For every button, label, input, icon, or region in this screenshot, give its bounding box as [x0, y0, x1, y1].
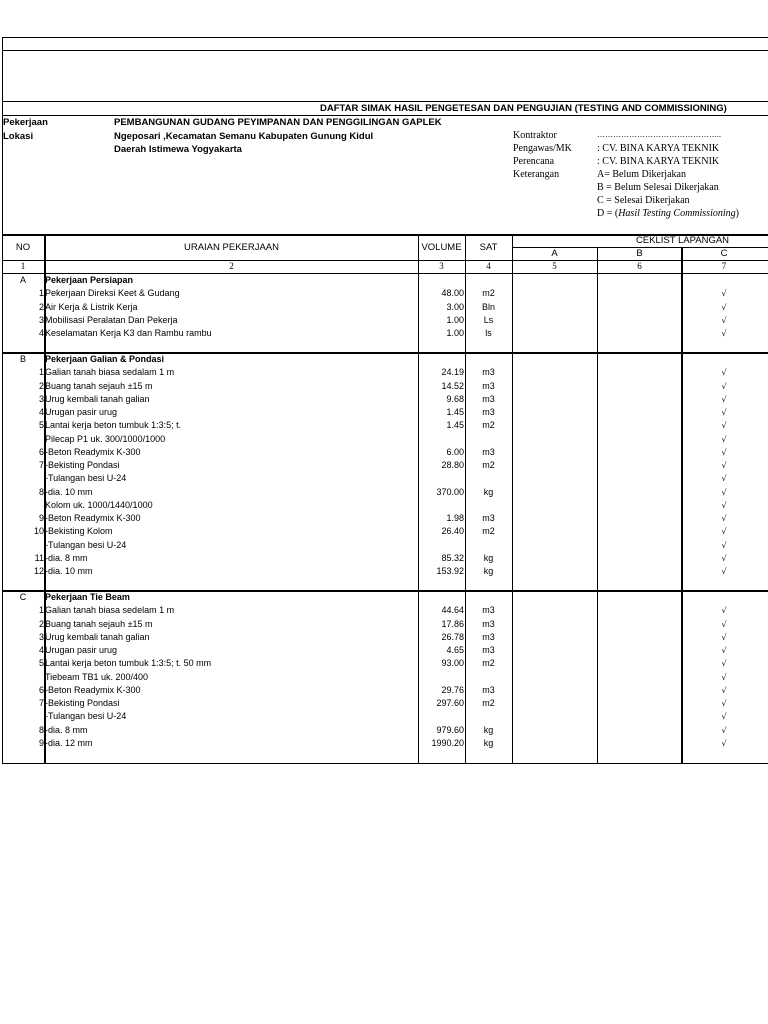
frame-second-line	[2, 50, 768, 51]
row-description: -Beton Readymix K-300	[45, 513, 141, 523]
row-unit: m2	[482, 288, 495, 299]
table-row	[0, 472, 768, 485]
row-check-c: √	[721, 421, 727, 431]
table-row	[0, 737, 768, 750]
section-header-row	[0, 353, 768, 366]
row-description: Pilecap P1 uk. 300/1000/1000	[45, 433, 166, 444]
row-description: Urugan pasir urug	[45, 407, 118, 417]
header-no: NO	[15, 242, 31, 253]
row-description: -Beton Readymix K-300	[45, 684, 141, 695]
row-description: -Bekisting Pondasi	[45, 698, 120, 708]
section-code: A	[19, 275, 26, 285]
row-number: 3	[38, 314, 44, 325]
table-row	[0, 512, 768, 525]
row-check-c: √	[721, 487, 727, 497]
perencana-label: Perencana	[513, 156, 555, 167]
row-number: 6	[38, 446, 44, 457]
row-number: 3	[38, 631, 44, 642]
row-number: 6	[38, 684, 44, 695]
row-volume: 1.45	[446, 420, 464, 431]
row-volume: 24.19	[441, 367, 464, 378]
row-number: 9	[38, 737, 44, 748]
row-check-c: √	[721, 329, 727, 338]
colnum-3: 3	[439, 261, 444, 271]
pekerjaan-value: PEMBANGUNAN GUDANG PEYIMPANAN DAN PENGGILINGAN GAPLEK	[114, 117, 442, 128]
row-unit: kg	[483, 724, 494, 735]
row-unit: m3	[482, 645, 495, 655]
row-unit: m3	[482, 380, 495, 391]
row-check-c: √	[721, 685, 727, 695]
table-row	[0, 314, 768, 327]
section-title: Pekerjaan Galian & Pondasi	[45, 354, 165, 364]
row-volume: 6.00	[446, 446, 464, 457]
row-check-c: √	[721, 500, 727, 510]
header-ceklist: CEKLIST LAPANGAN	[635, 235, 730, 246]
table-row	[0, 486, 768, 499]
table-row	[0, 366, 768, 379]
row-unit: m2	[482, 420, 495, 431]
row-number: 9	[38, 513, 44, 523]
perencana-value: : CV. BINA KARYA TEKNIK	[597, 156, 720, 167]
row-check-c: √	[721, 394, 727, 404]
lokasi-line-1: Ngeposari ,Kecamatan Semanu Kabupaten Gunung Kidul	[114, 131, 374, 142]
table-row	[0, 419, 768, 432]
row-number: 11	[34, 552, 44, 563]
row-description: Kolom uk. 1000/1440/1000	[45, 499, 153, 510]
row-volume: 1990.20	[431, 737, 464, 748]
row-number: 1	[38, 367, 44, 378]
table-row	[0, 724, 768, 737]
header-col-b: B	[636, 248, 643, 259]
header-volume: VOLUME	[421, 242, 462, 253]
row-unit: kg	[483, 566, 494, 576]
table-row	[0, 433, 768, 446]
table-row	[0, 618, 768, 631]
table-row	[0, 539, 768, 552]
row-unit: ls	[485, 328, 492, 338]
kontraktor-label: Kontraktor	[513, 130, 557, 141]
row-number: 7	[38, 460, 44, 470]
table-row	[0, 631, 768, 644]
table-row	[0, 697, 768, 710]
row-description: -dia. 8 mm	[45, 552, 88, 563]
table-row	[0, 657, 768, 670]
row-description: Urug kembali tanah galian	[45, 393, 150, 404]
row-unit: m3	[482, 618, 495, 629]
row-number: 1	[38, 288, 44, 299]
row-number: 4	[38, 407, 44, 417]
legend-a: A= Belum Dikerjakan	[597, 169, 686, 180]
table-row	[0, 393, 768, 406]
row-volume: 370.00	[436, 486, 464, 497]
header-col-a: A	[551, 248, 558, 259]
row-check-c: √	[721, 619, 727, 629]
table-row	[0, 446, 768, 459]
row-volume: 4.65	[446, 645, 464, 655]
row-description: Lantai kerja beton tumbuk 1:3:5; t.	[45, 420, 182, 431]
table-row	[0, 301, 768, 314]
row-check-c: √	[721, 659, 727, 669]
row-description: -dia. 10 mm	[45, 486, 93, 497]
row-volume: 1.98	[446, 513, 464, 523]
section-title: Pekerjaan Tie Beam	[45, 592, 130, 602]
row-volume: 48.00	[441, 288, 464, 299]
colnum-7: 7	[721, 261, 727, 271]
row-number: 8	[38, 486, 44, 497]
row-volume: 3.00	[446, 301, 464, 312]
row-volume: 1.45	[446, 407, 464, 417]
row-check-c: √	[721, 514, 727, 523]
row-check-c: √	[721, 646, 727, 655]
row-volume: 28.80	[441, 460, 464, 470]
row-unit: m3	[482, 367, 495, 378]
legend-c: C = Selesai Dikerjakan	[597, 195, 690, 206]
table-row	[0, 644, 768, 657]
document-title: DAFTAR SIMAK HASIL PENGETESAN DAN PENGUJIAN (TESTING AND COMMISSIONING)	[320, 103, 727, 114]
row-check-c: √	[721, 712, 727, 722]
row-unit: Bln	[481, 301, 495, 312]
row-description: Mobilisasi Peralatan Dan Pekerja	[45, 314, 178, 325]
row-description: Buang tanah sejauh ±15 m	[45, 380, 153, 391]
row-description: Keselamatan Kerja K3 dan Rambu rambu	[45, 328, 212, 338]
row-number: 3	[38, 393, 44, 404]
row-unit: m3	[482, 407, 495, 417]
row-description: Urug kembali tanah galian	[45, 631, 150, 642]
row-description: Tiebeam TB1 uk. 200/400	[45, 671, 149, 682]
table-row	[0, 459, 768, 472]
row-check-c: √	[721, 725, 727, 735]
row-check-c: √	[721, 527, 727, 537]
title-top-line	[2, 101, 768, 102]
row-number: 7	[38, 698, 44, 708]
row-unit: m2	[482, 698, 495, 708]
row-volume: 85.32	[441, 552, 464, 563]
table-row	[0, 684, 768, 697]
row-check-c: √	[721, 672, 727, 682]
keterangan-label: Keterangan	[513, 169, 560, 180]
row-volume: 153.92	[436, 566, 464, 576]
colnum-1: 1	[20, 261, 26, 271]
row-volume: 979.60	[436, 724, 464, 735]
row-volume: 9.68	[446, 393, 464, 404]
row-number: 2	[38, 618, 44, 629]
pengawas-label: Pengawas/MK	[513, 143, 572, 154]
row-check-c: √	[721, 434, 727, 444]
row-check-c: √	[721, 606, 727, 616]
row-volume: 44.64	[441, 605, 464, 616]
table-row	[0, 406, 768, 419]
row-description: Lantai kerja beton tumbuk 1:3:5; t. 50 mm	[45, 658, 212, 669]
row-unit: m3	[482, 605, 495, 616]
row-unit: kg	[483, 486, 494, 497]
table-row	[0, 710, 768, 723]
row-description: Galian tanah biasa sedelam 1 m	[45, 605, 175, 616]
row-check-c: √	[721, 553, 727, 563]
row-unit: kg	[483, 552, 494, 563]
colnum-5: 5	[552, 261, 557, 271]
table-row	[0, 380, 768, 393]
row-description: -Tulangan besi U-24	[45, 473, 127, 484]
title-bottom-line	[2, 115, 768, 116]
row-unit: m3	[482, 393, 495, 404]
section-title: Pekerjaan Persiapan	[45, 275, 134, 285]
row-unit: m3	[482, 684, 495, 695]
row-unit: Ls	[483, 314, 494, 325]
row-description: -dia. 8 mm	[45, 724, 88, 735]
table-row	[0, 604, 768, 617]
lokasi-line-2: Daerah Istimewa Yogyakarta	[114, 144, 242, 155]
table-row	[0, 327, 768, 340]
row-number: 4	[38, 645, 44, 655]
row-volume: 29.76	[441, 684, 464, 695]
row-unit: m2	[482, 460, 495, 470]
row-volume: 1.00	[446, 314, 464, 325]
pengawas-value: : CV. BINA KARYA TEKNIK	[597, 143, 720, 154]
row-volume: 1.00	[446, 328, 464, 338]
header-col-c: C	[720, 248, 728, 259]
row-description: -dia. 12 mm	[45, 737, 93, 748]
frame-top-line	[2, 37, 768, 38]
lokasi-label: Lokasi	[3, 131, 34, 142]
row-unit: m2	[482, 526, 495, 537]
row-volume: 93.00	[441, 658, 464, 669]
row-volume: 26.40	[441, 526, 464, 537]
row-description: -dia. 10 mm	[45, 566, 93, 576]
row-number: 5	[38, 658, 44, 669]
row-volume: 26.78	[441, 631, 464, 642]
section-code: C	[19, 592, 27, 602]
row-check-c: √	[721, 738, 727, 748]
row-volume: 14.52	[441, 380, 464, 391]
row-unit: m3	[482, 446, 495, 457]
row-check-c: √	[721, 540, 727, 550]
row-check-c: √	[721, 474, 727, 484]
table-bottom-line	[2, 763, 768, 764]
section-header-row	[0, 591, 768, 604]
table-row	[0, 499, 768, 512]
row-check-c: √	[721, 289, 727, 299]
row-check-c: √	[721, 461, 727, 470]
row-number: 12	[33, 566, 44, 576]
row-description: -Beton Readymix K-300	[45, 446, 141, 457]
table-row	[0, 525, 768, 538]
row-check-c: √	[721, 368, 727, 378]
row-number: 1	[38, 605, 44, 616]
table-row	[0, 552, 768, 565]
row-description: -Bekisting Kolom	[45, 526, 113, 537]
row-check-c: √	[721, 567, 727, 576]
pekerjaan-label: Pekerjaan	[3, 117, 48, 128]
row-description: Air Kerja & Listrik Kerja	[45, 301, 138, 312]
row-description: Galian tanah biasa sedalam 1 m	[45, 367, 175, 378]
row-number: 10	[33, 526, 44, 537]
row-check-c: √	[721, 381, 727, 391]
row-description: Buang tanah sejauh ±15 m	[45, 618, 153, 629]
kontraktor-value: ………………………………………..	[597, 130, 721, 139]
row-description: -Bekisting Pondasi	[45, 460, 120, 470]
row-number: 4	[38, 328, 44, 338]
row-description: Urugan pasir urug	[45, 645, 118, 655]
legend-b: B = Belum Selesai Dikerjakan	[597, 182, 719, 193]
section-code: B	[19, 354, 26, 364]
row-check-c: √	[721, 408, 727, 417]
header-uraian: URAIAN PEKERJAAN	[183, 242, 280, 253]
colnum-4: 4	[486, 261, 491, 271]
row-number: 2	[38, 380, 44, 391]
row-number: 5	[38, 420, 44, 431]
table-row	[0, 565, 768, 578]
colnum-6: 6	[637, 261, 642, 271]
row-unit: kg	[483, 737, 494, 748]
row-description: -Tulangan besi U-24	[45, 711, 127, 722]
table-row	[0, 671, 768, 684]
row-check-c: √	[721, 699, 727, 708]
section-header-row	[0, 274, 768, 287]
row-unit: m2	[482, 658, 495, 669]
row-volume: 297.60	[436, 698, 464, 708]
row-unit: m3	[482, 631, 495, 642]
row-number: 2	[38, 301, 44, 312]
table-row	[0, 287, 768, 300]
colnum-2: 2	[229, 261, 234, 271]
row-check-c: √	[721, 302, 727, 312]
row-number: 8	[38, 724, 44, 735]
row-check-c: √	[721, 315, 727, 325]
row-check-c: √	[721, 447, 727, 457]
row-description: Pekerjaan Direksi Keet & Gudang	[45, 288, 180, 299]
legend-d: D = (Hasil Testing Commissioning)	[597, 208, 739, 219]
row-volume: 17.86	[441, 618, 464, 629]
row-check-c: √	[721, 632, 727, 642]
row-unit: m3	[482, 513, 495, 523]
row-description: -Tulangan besi U-24	[45, 539, 127, 550]
header-sat: SAT	[479, 242, 498, 253]
